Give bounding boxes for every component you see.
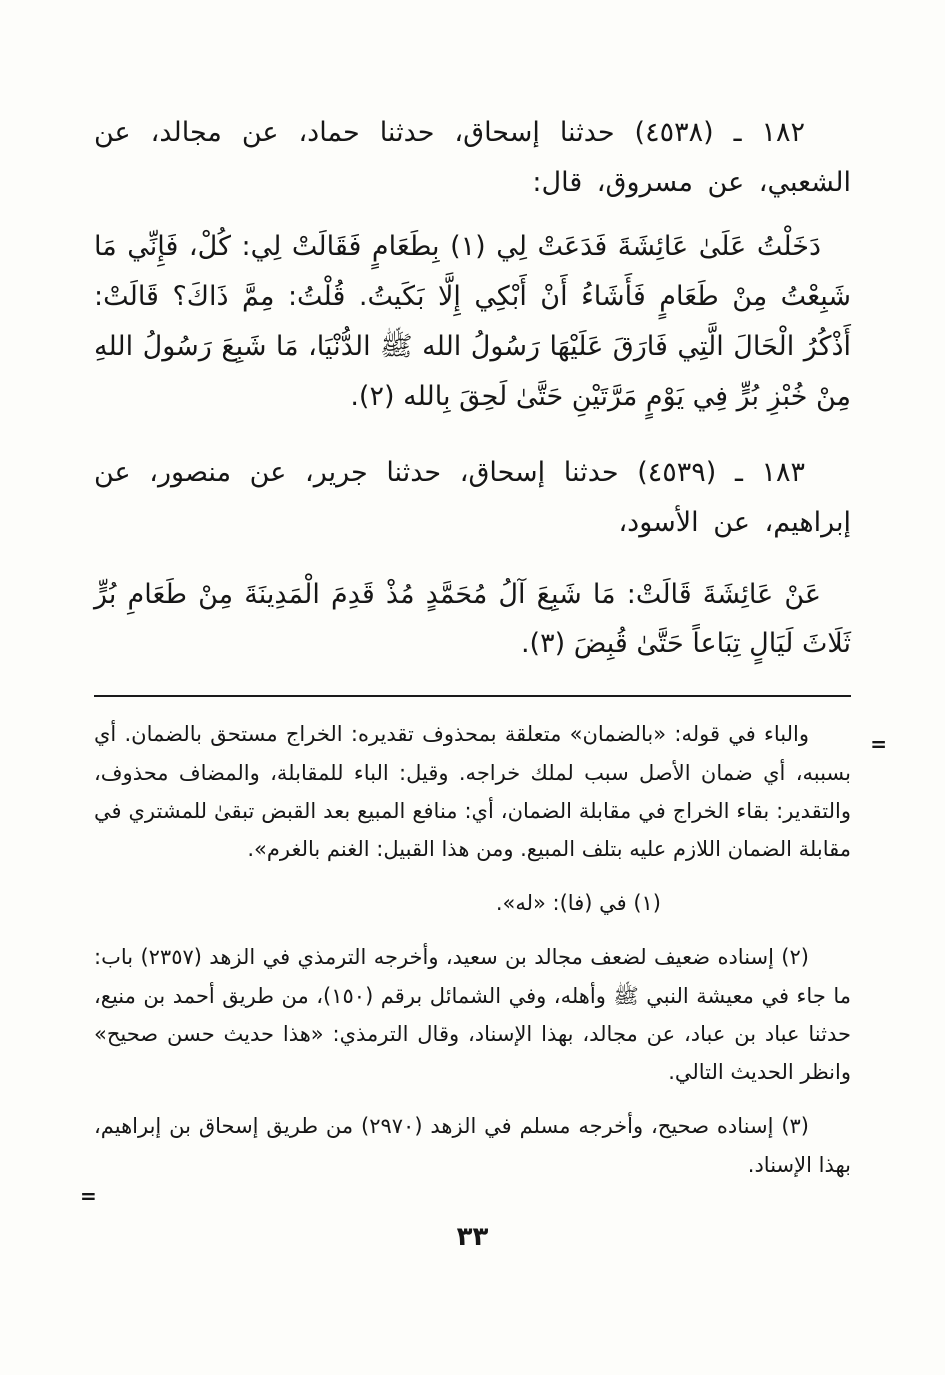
page-footer — [0, 1222, 945, 1375]
footnote-divider — [94, 695, 851, 697]
footnote-1: (١) في (فا): «له». — [495, 891, 661, 916]
hadith-182-isnad: ١٨٢ ـ (٤٥٣٨) حدثنا إسحاق، حدثنا حماد، عن مجالد، عن الشعبي، عن مسروق، قال: — [94, 117, 851, 198]
footnote-3: (٣) إسناده صحيح، وأخرجه مسلم في الزهد (٢٩٧٠) من طريق إسحاق بن إبراهيم، بهذا الإسناد. — [94, 1114, 851, 1177]
page-number: ٣٣ — [456, 1222, 489, 1252]
hadith-183-isnad: ١٨٣ ـ (٤٥٣٩) حدثنا إسحاق، حدثنا جرير، عن منصور، عن إبراهيم، عن الأسود، — [94, 456, 851, 538]
continuation-marker-top: = — [870, 732, 887, 756]
continuation-marker-bottom: = — [80, 1184, 97, 1208]
footnotes-section — [94, 715, 851, 1183]
hadith-section — [94, 108, 851, 669]
hadith-183-matn: عَنْ عَائِشَةَ قَالَتْ: مَا شَبِعَ آلُ مُحَمَّدٍ مُذْ قَدِمَ الْمَدِينَةَ مِنْ طَعَامِ بُرٍّ ثَلَاثَ لَيَالٍ تِبَاعاً حَتَّىٰ قُبِضَ (٣). — [94, 578, 851, 660]
hadith-182-matn: دَخَلْتُ عَلَىٰ عَائِشَةَ فَدَعَتْ لِي (١) بِطَعَامٍ فَقَالَتْ لِي: كُلْ، فَإِنِّي مَا شَبِعْتُ مِنْ طَعَامٍ فَأَشَاءُ أَنْ أَبْكِي إِلَّا بَكَيتُ. قُلْتُ: مِمَّ ذَاكَ؟ قَالَتْ: أَذْكُرُ الْحَالَ الَّتِي فَارَقَ عَلَيْهَا رَسُولُ الله ﷺ الدُّنْيَا، مَا شَبِعَ رَسُولُ اللهِ مِنْ خُبْزِ بُرٍّ فِي يَوْمٍ مَرَّتَيْنِ حَتَّىٰ لَحِقَ بِالله (٢). — [94, 230, 851, 412]
footnote-2: (٢) إسناده ضعيف لضعف مجالد بن سعيد، وأخرجه الترمذي في الزهد (٢٣٥٧) باب: ما جاء في معيشة النبي ﷺ وأهله، وفي الشمائل برقم (١٥٠)، من طريق أحمد بن منيع، حدثنا عباد بن عباد، عن مجالد، بهذا الإسناد، وقال الترمذي: «هذا حديث حسن صحيح» وانظر الحديث التالي. — [94, 945, 851, 1085]
footnote-continuation: والباء في قوله: «بالضمان» متعلقة بمحذوف تقديره: الخراج مستحق بالضمان. أي بسببه، أي ضمان الأصل سبب لملك خراجه. وقيل: الباء للمقابلة، والمضاف محذوف، والتقدير: بقاء الخراج في مقابلة الضمان، أي: منافع المبيع بعد القبض تبقىٰ للمشتري في مقابلة الضمان اللازم عليه بتلف المبيع. ومن هذا القبيل: الغنم بالغرم». — [94, 722, 851, 862]
